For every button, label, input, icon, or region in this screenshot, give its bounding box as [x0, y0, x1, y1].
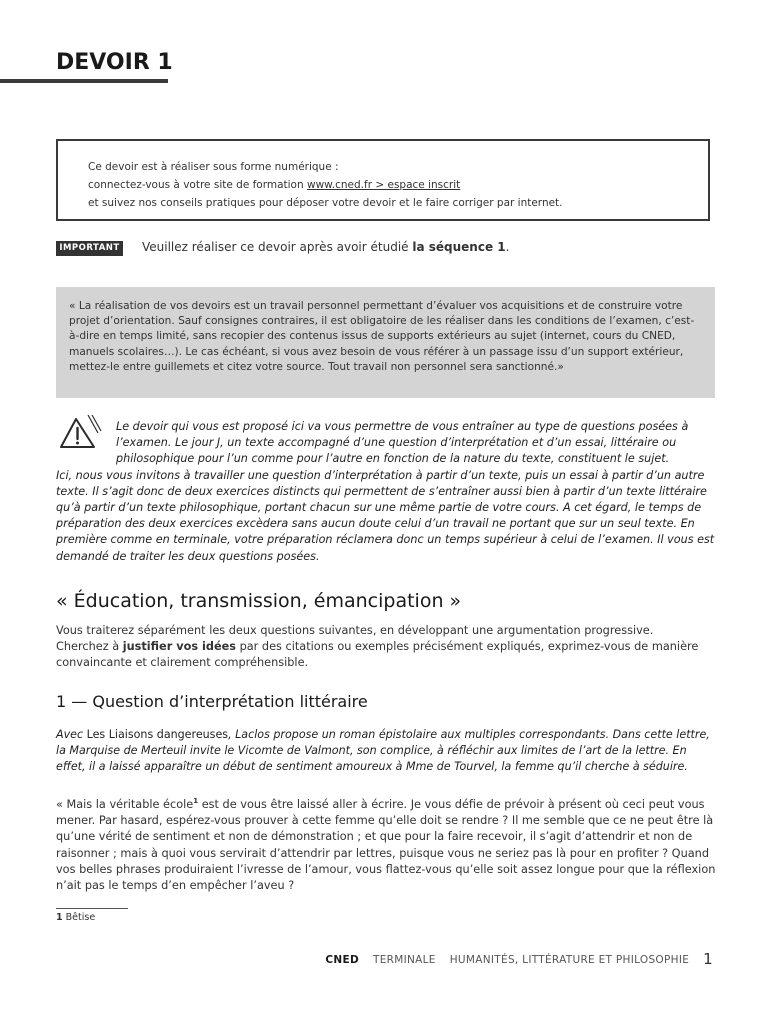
- question-intro-prefix: Avec: [56, 728, 87, 741]
- important-text-suffix: .: [505, 240, 510, 254]
- footnote-marker[interactable]: 1: [193, 797, 199, 806]
- page-footer: [0, 950, 713, 968]
- important-badge: IMPORTANT: [56, 241, 123, 256]
- honor-code-quote: « La réalisation de vos devoirs est un travail personnel permettant d’évaluer vos acquisitions et de construire votre projet d’orientation. Sauf consignes contraires, il est obligatoire de les réaliser dans les conditions de l’examen, c’est-à-dire en temps limité, sans recopier des contenus issus de supports extérieurs au sujet (internet, cours du CNED, manuels scolaires…). Le cas échéant, si vous avez besoin de vous référer à un passage issu d’un support extérieur, mettez-le entre guillemets et citez votre source. Tout travail non personnel sera sanctionné.»: [56, 287, 715, 398]
- assignment-intro: [56, 419, 716, 565]
- notice-line-3: et suivez nos conseils pratiques pour déposer votre devoir et le faire corriger par internet.: [88, 197, 563, 209]
- important-row: [56, 239, 716, 259]
- submission-notice-box: [56, 139, 710, 221]
- section-title: « Éducation, transmission, émancipation »: [56, 590, 462, 612]
- notice-line-1: Ce devoir est à réaliser sous forme numérique :: [88, 161, 339, 173]
- footnote-divider: [56, 908, 128, 909]
- footer-subject: HUMANITÉS, LITTÉRATURE ET PHILOSOPHIE: [449, 954, 690, 966]
- cned-link[interactable]: www.cned.fr > espace inscrit: [306, 179, 461, 191]
- footnote: [56, 912, 95, 923]
- work-title: Les Liaisons dangereuses: [86, 728, 229, 741]
- intro-paragraph-1: Le devoir qui vous est proposé ici va vous permettre de vous entraîner au type de questions posées à l’examen. Le jour J, un texte accompagné d’une question d’interprétation et d’un essai, littéraire ou philosophique pour l’un comme pour l’autre en fonction de la nature du texte, constituent le sujet.: [116, 420, 689, 466]
- notice-line-2: [88, 176, 708, 194]
- notice-line-2-text: connectez-vous à votre site de formation: [88, 179, 307, 191]
- instructions-line-1: Vous traiterez séparément les deux questions suivantes, en développant une argumentation progressive.: [56, 624, 654, 637]
- question-title: 1 — Question d’interprétation littéraire: [56, 692, 368, 711]
- title-underline: [0, 79, 168, 83]
- page-title: DEVOIR 1: [56, 50, 173, 75]
- excerpt-prefix: « Mais la véritable école: [56, 798, 194, 811]
- page-number: 1: [703, 950, 713, 968]
- literary-excerpt: [56, 797, 716, 894]
- section-instructions: [56, 623, 716, 672]
- footnote-number: 1: [56, 912, 63, 923]
- question-intro-text: , Laclos propose un roman épistolaire aux multiples correspondants. Dans cette lettre, la Marquise de Merteuil invite le Vicomte de Valmont, son complice, à réfléchir aux limites de l’art de la lettre. En effet, il a laissé apparaître un début de sentiment amoureux à Mme de Tourvel, la femme qu’il cherche à séduire.: [56, 728, 710, 773]
- footer-brand: CNED: [325, 954, 359, 966]
- important-text-prefix: Veuillez réaliser ce devoir après avoir étudié: [142, 240, 413, 254]
- question-intro: [56, 727, 716, 775]
- important-sequence: la séquence 1: [412, 240, 506, 254]
- instructions-line-2: [56, 639, 716, 671]
- important-text: [142, 240, 509, 254]
- instructions-prefix: Cherchez à: [56, 640, 123, 654]
- footer-level: TERMINALE: [372, 954, 436, 966]
- intro-paragraph-2: Ici, nous vous invitons à travailler une question d’interprétation à partir d’un texte, puis un essai à partir d’un autre texte. Il s’agit donc de deux exercices distincts qui permettent de s’entraîner aussi bien à partir d’un texte littéraire qu’à partir d’un texte philosophique, portant chacun sur une même partie de votre cours. A cet égard, le temps de préparation des deux exercices excèdera sans aucun doute celui d’un travail ne portant que sur un seul texte. En première comme en terminale, votre préparation réclamera donc un temps supérieur à celui de l’examen. Il vous est demandé de traiter les deux questions posées.: [56, 468, 715, 563]
- excerpt-text: est de vous être laissé aller à écrire. Je vous défie de prévoir à présent où ceci peut vous mener. Par hasard, espérez-vous prouver à cette femme qu’elle doit se rendre ? Il me semble que ce ne peut être là qu’une vérité de sentiment et non de démonstration ; et que pour la faire recevoir, il s’agit d’attendrir et non de raisonner ; mais à quoi vous servirait d’attendrir par lettres, puisque vous ne seriez pas là pour en profiter ? Quand vos belles phrases produiraient l’ivresse de l’amour, vous flattez-vous qu’elle soit assez longue pour que la réflexion n’ait pas le temps d’en empêcher l’aveu ?: [56, 798, 716, 893]
- instructions-suffix: par des citations ou exemples précisément expliqués, exprimez-vous de manière convaincante et clairement compréhensible.: [56, 640, 699, 670]
- footnote-text: Bêtise: [62, 912, 96, 923]
- instructions-bold: justifier vos idées: [122, 640, 236, 654]
